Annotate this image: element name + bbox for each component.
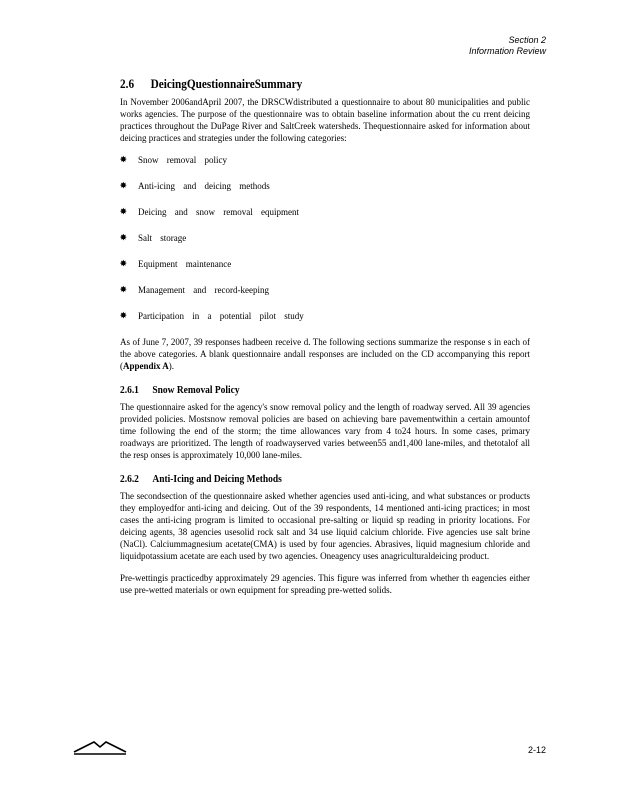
list-item: ✸ Deicing and snow removal equipment <box>120 207 299 217</box>
page-number: 2-12 <box>527 745 546 755</box>
category-list <box>120 154 530 336</box>
bullet-icon: ✸ <box>120 207 127 216</box>
company-logo-icon <box>72 738 128 756</box>
bullet-icon: ✸ <box>120 311 127 320</box>
section-title: DeicingQuestionnaireSummary <box>150 77 303 91</box>
intro-paragraph: In November 2006andApril 2007, the DRSCWdistributed a questionnaire to about 80 municipalities and public works agencies. The purpose of the questionnaire was to obtain baseline information about the cu rrent deicing practices throughout the DuPage River and SaltCreek watersheds. Thequestionnaire asked for information about deicing practices and strategies under the following categories: <box>120 97 530 143</box>
bullet-icon: ✸ <box>120 155 127 164</box>
subsection-heading: 2.6.1 Snow Removal Policy <box>120 385 240 396</box>
section-label: Section 2 <box>508 35 546 45</box>
list-item: ✸ Management and record-keeping <box>120 285 269 295</box>
subsection-title: Anti-Icing and Deicing Methods <box>152 474 282 485</box>
bullet-icon: ✸ <box>120 259 127 268</box>
bullet-icon: ✸ <box>120 285 127 294</box>
snow-policy-paragraph: The questionnaire asked for the agency's snow removal policy and the length of roadway served. All 39 agencies provided policies. Mostsnow removal policies are based on achieving bare pavementwithin a certain amountof time following the end of the storm; the time allowances vary from 4 to24 hours. In some cases, primary roadways are prioritized. The length of roadwayserved varies between55 and1,400 lane-miles, and thetotalof all the resp onses is approximately 10,000 lane-miles. <box>120 402 530 460</box>
header-title: Information Review <box>468 46 546 56</box>
section-heading <box>120 78 489 90</box>
list-item: ✸ Salt storage <box>120 233 187 243</box>
prewetting-paragraph: Pre-wettingis practicedby approximately 29 agencies. This figure was inferred from whether th eagencies either use pre-wetted materials or own equipment for spreading pre-wetted solids. <box>120 573 530 595</box>
appendix-reference: Appendix A <box>123 361 169 371</box>
methods-paragraph: The secondsection of the questionnaire asked whether agencies used anti-icing, and what substances or products they employedfor anti-icing and deicing. Out of the 39 respondents, 14 mentioned anti-icing practices; in most cases the anti-icing program is limited to occasional pre-salting or liquid sp reading in priority locations. For deicing agents, 38 agencies usesolid rock salt and 34 use liquid calcium chloride. Five agencies use salt brine (NaCl). Calciummagnesium acetate(CMA) is used by four agencies. Abrasives, liquid magnesium chloride and liquidpotassium acetate are each used by two agencies. Oneagency uses anagriculturaldeicing product. <box>120 491 530 561</box>
list-item: ✸ Participation in a potential pilot study <box>120 311 304 321</box>
list-item: ✸ Equipment maintenance <box>120 259 232 269</box>
list-item: ✸ Snow removal policy <box>120 155 227 165</box>
document-body <box>120 78 530 596</box>
bullet-icon: ✸ <box>120 181 127 190</box>
subsection-heading: 2.6.2 Anti-Icing and Deicing Methods <box>120 474 282 485</box>
responses-paragraph: As of June 7, 2007, 39 responses hadbeen receive d. The following sections summarize the response s in each of the above categories. A blank questionnaire andall responses are included on the CD accompanying this report (Appendix A). <box>120 337 530 371</box>
list-item: ✸ Anti-icing and deicing methods <box>120 181 270 191</box>
section-number: 2.6 <box>120 77 135 91</box>
bullet-icon: ✸ <box>120 233 127 242</box>
subsection-title: Snow Removal Policy <box>152 385 240 396</box>
page-header <box>469 35 546 57</box>
